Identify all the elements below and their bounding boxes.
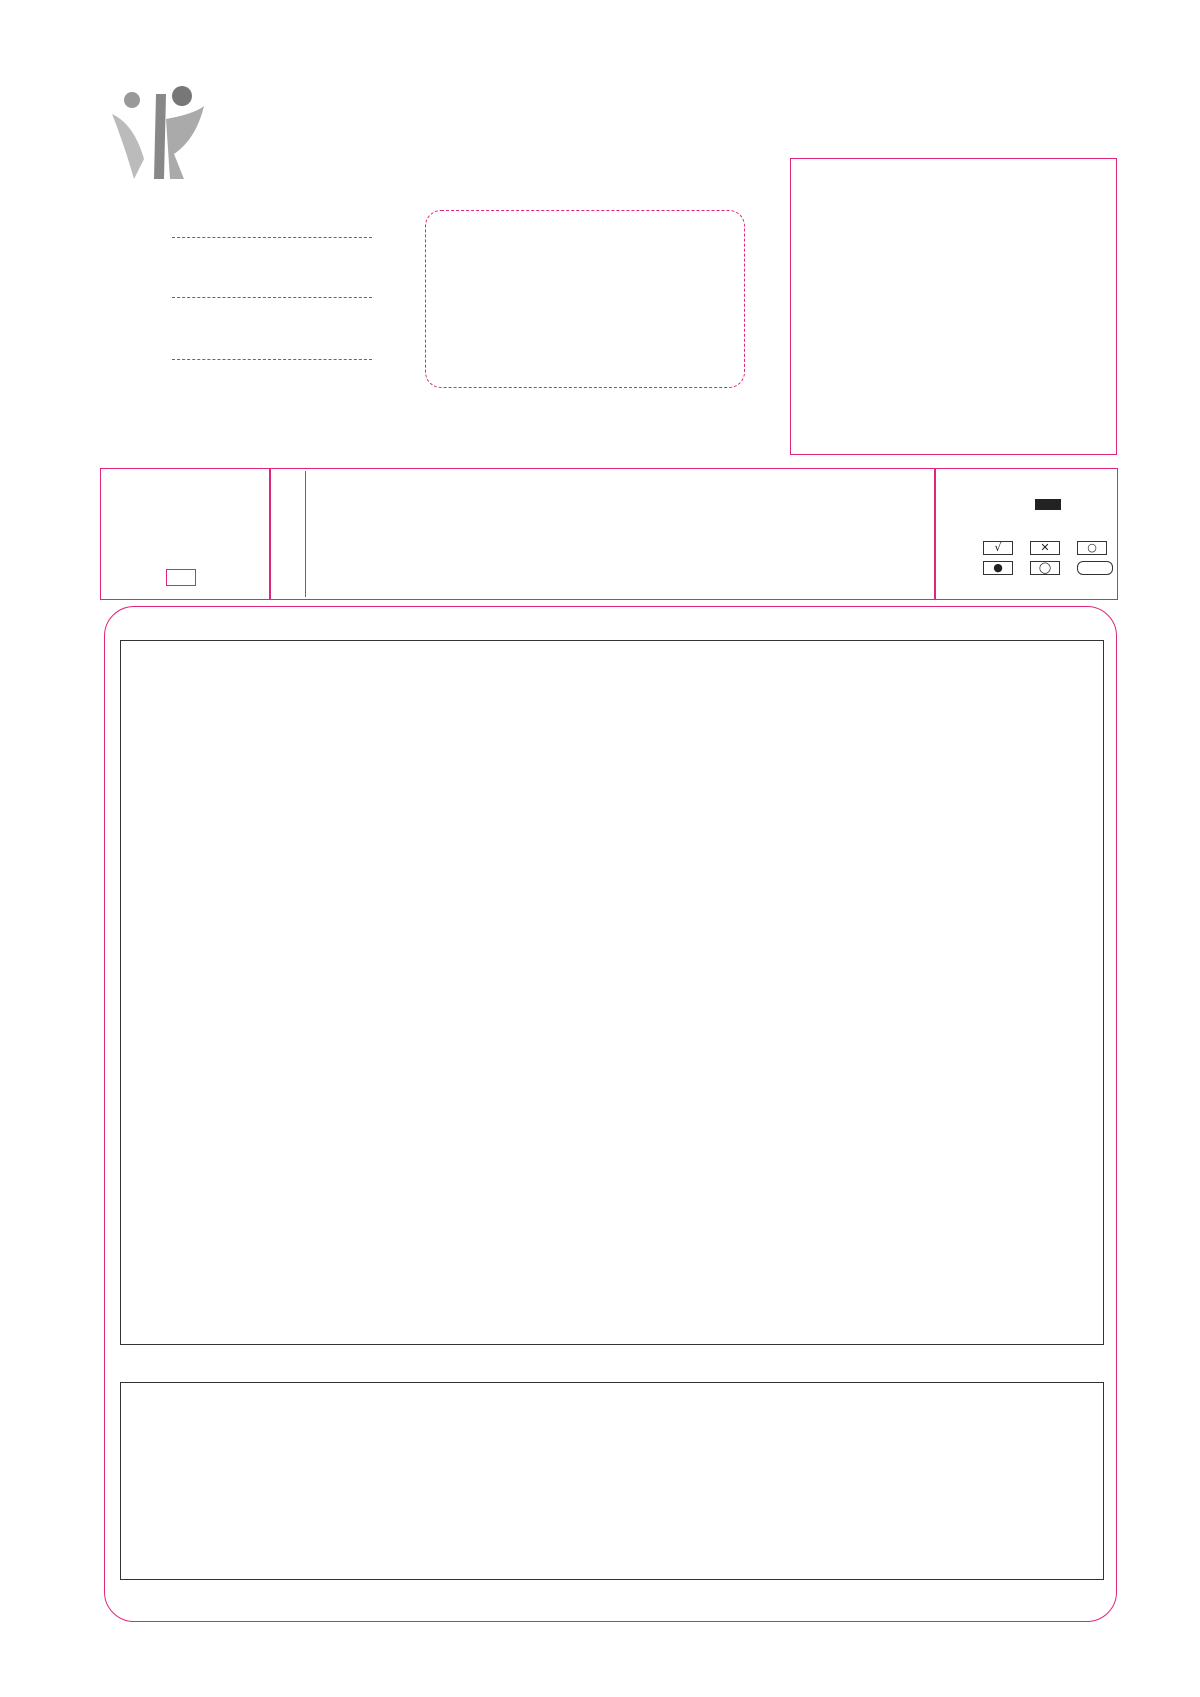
- mc-frame: [120, 640, 1104, 1345]
- fill-sample-box: [934, 468, 1118, 600]
- circle-mark-icon: ◯: [1030, 561, 1060, 575]
- check-mark-icon: √: [983, 541, 1013, 555]
- logo-icon: [104, 84, 214, 184]
- fill-frame: [120, 1382, 1104, 1580]
- mc-header: [143, 612, 155, 632]
- school-field[interactable]: [172, 297, 372, 298]
- admission-number-grid: [790, 158, 1117, 455]
- absent-mark-box: [100, 468, 270, 600]
- notice-box: [270, 468, 936, 600]
- dot-mark-icon: ●: [983, 561, 1013, 575]
- absent-mark-bubble[interactable]: [166, 569, 196, 586]
- cross-mark-icon: ✕: [1030, 541, 1060, 555]
- fill-header: [143, 1349, 155, 1369]
- oval-mark-icon: [1077, 561, 1113, 575]
- correct-fill-mark: [1035, 499, 1061, 510]
- class-field[interactable]: [172, 359, 372, 360]
- admission-title: [791, 159, 1116, 187]
- barcode-area: [425, 210, 745, 388]
- name-field[interactable]: [172, 237, 372, 238]
- empty-mark-icon: ○: [1077, 541, 1107, 555]
